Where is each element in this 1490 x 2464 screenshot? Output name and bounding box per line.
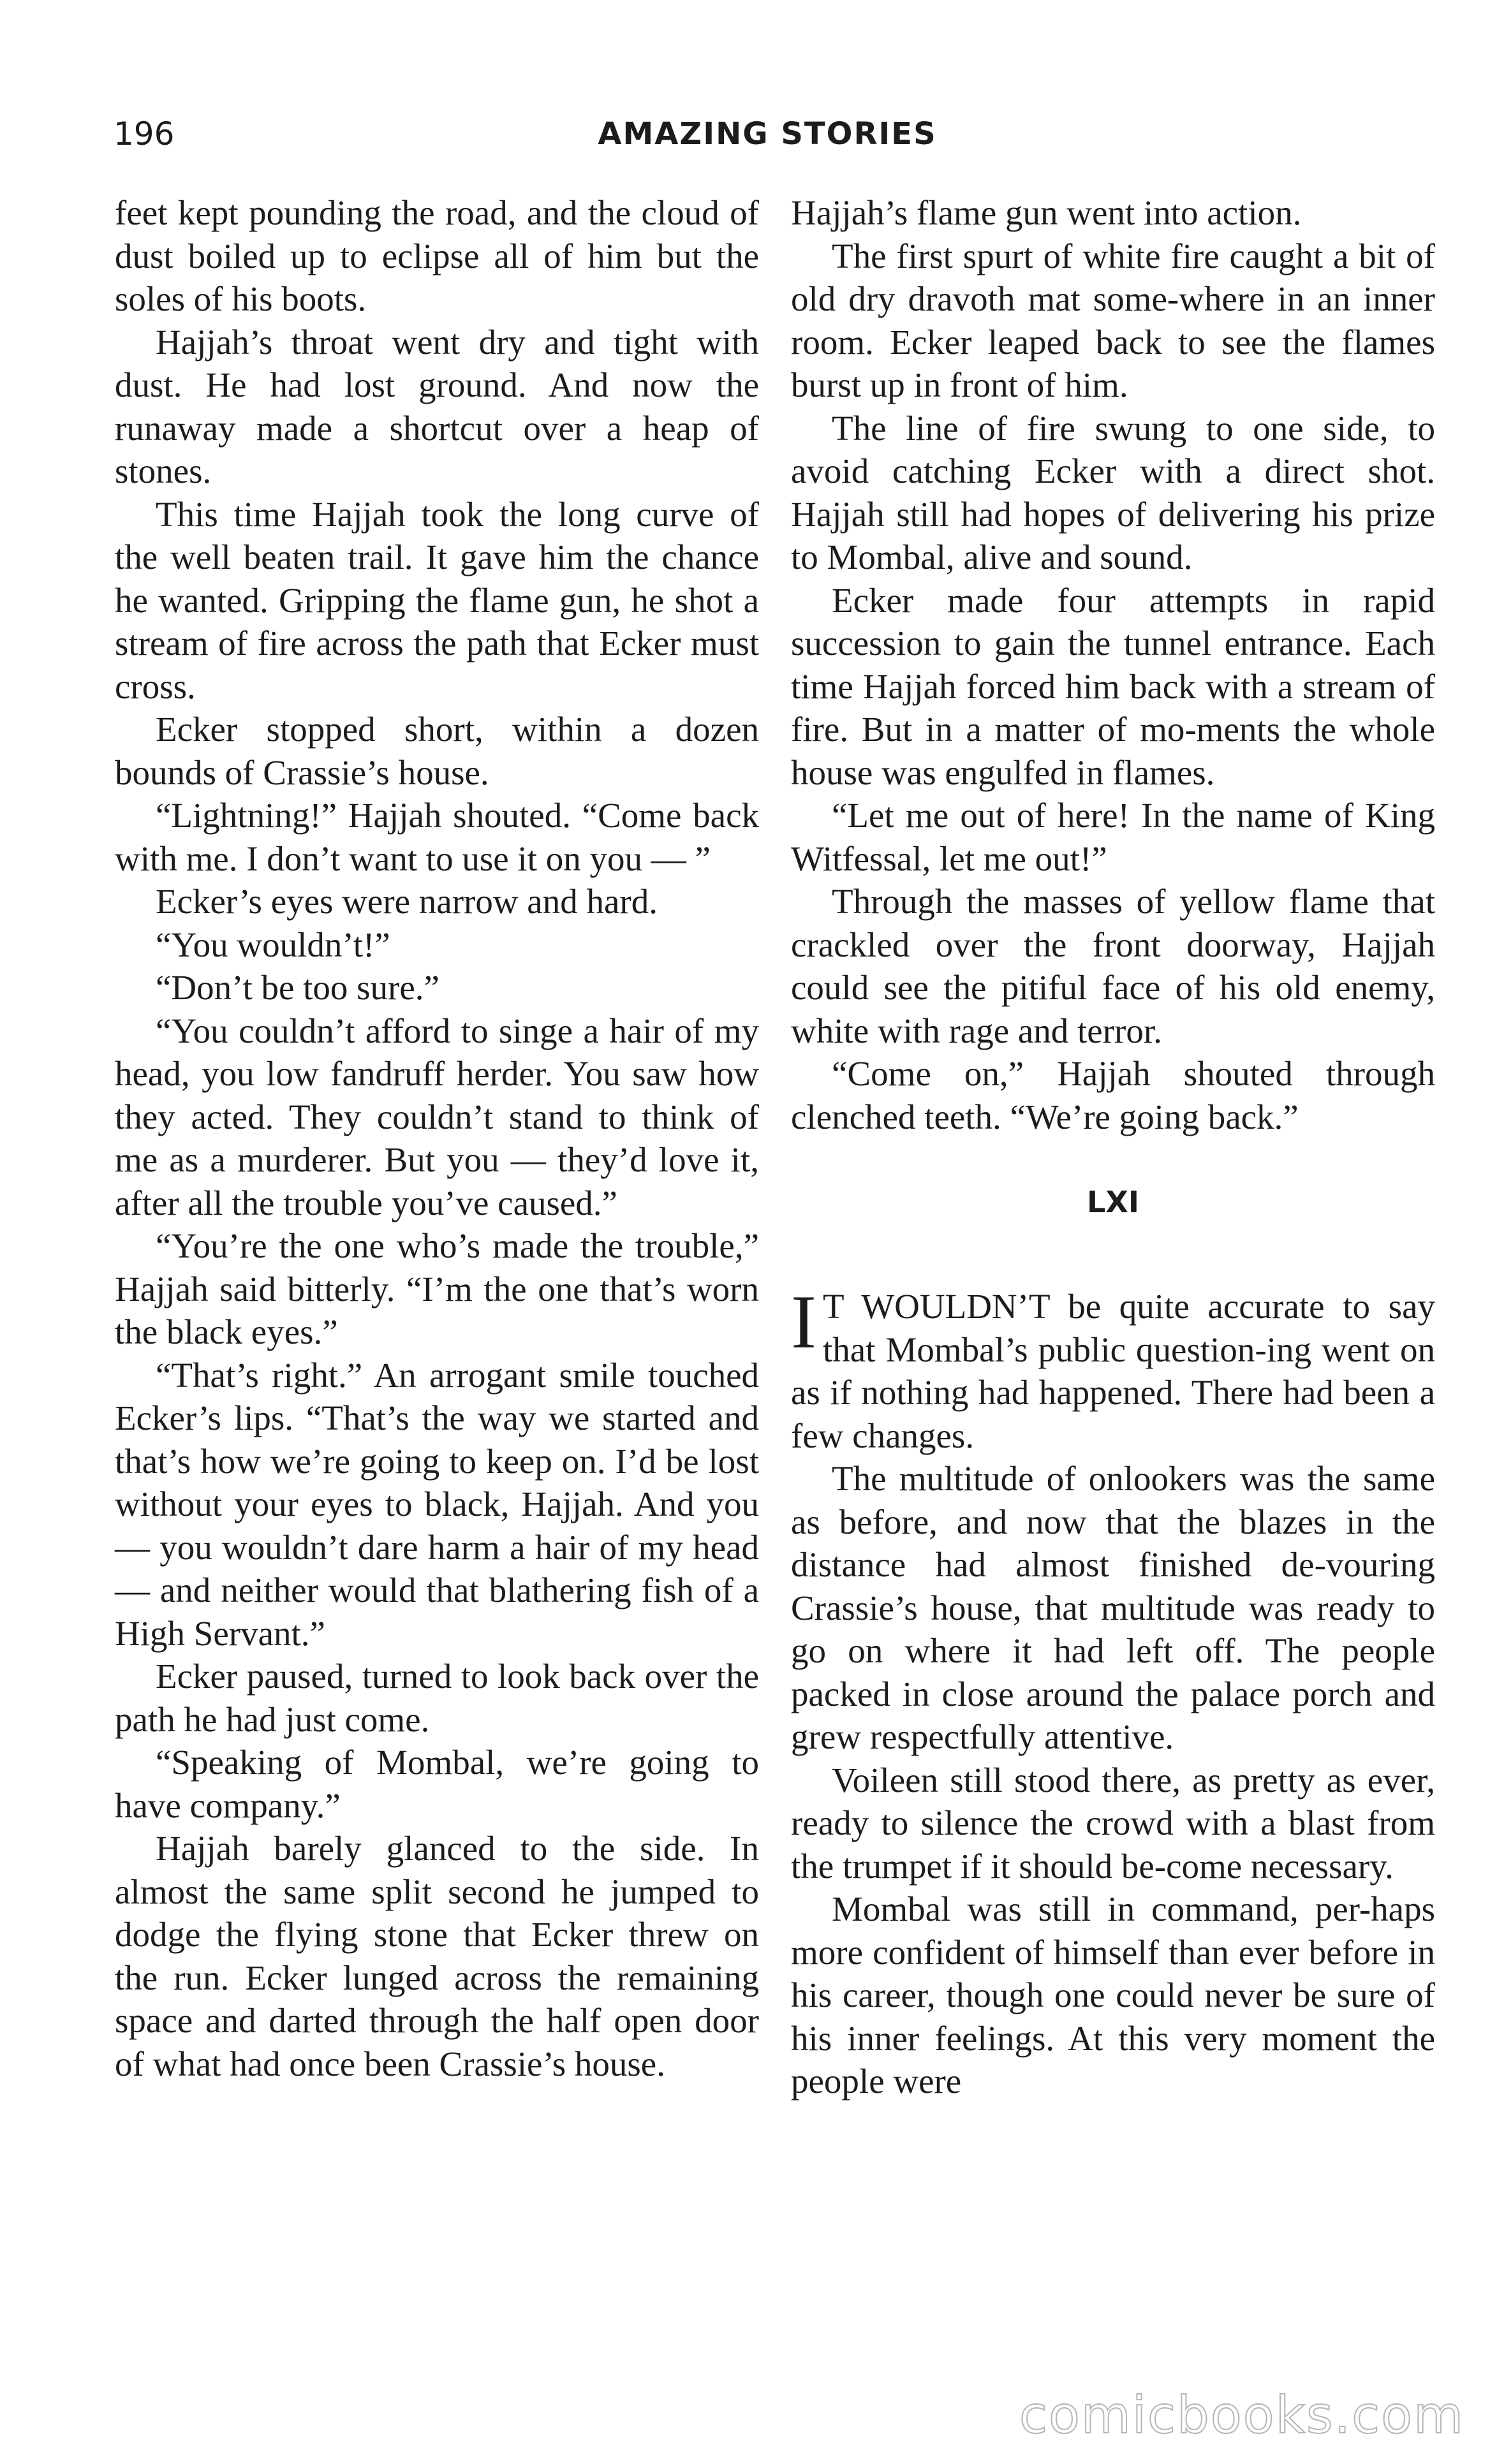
paragraph: Ecker’s eyes were narrow and hard.	[156, 882, 658, 921]
paragraph: Hajjah’s flame gun went into action.	[791, 193, 1302, 232]
paragraph: Ecker made four attempts in rapid succession to gain the tunnel entrance. Each time Hajjah forced him back with a stream of fire. But in a matter of mo-ments the whole house was engulfed in flames.	[791, 580, 1435, 792]
paragraph: Through the masses of yellow flame that crackled over the front doorway, Hajjah could see the pitiful face of his old enemy, white with rage and terror.	[791, 882, 1435, 1050]
paragraph: The multitude of onlookers was the same as before, and now that the blazes in the distance had almost finished de-vouring Crassie’s house, that multitude was ready to go on where it had left off. The people packed in close around the palace porch and grew respectfully attentive.	[791, 1459, 1435, 1756]
paragraph: “Don’t be too sure.”	[156, 968, 439, 1007]
chapter-heading: LXI	[1087, 1185, 1139, 1219]
page-header	[114, 108, 1421, 159]
paragraph: “That’s right.” An arrogant smile touched Ecker’s lips. “That’s the way we started and that’s how we’re going to keep on. I’d be lost without your eyes to black, Hajjah. And you — you wouldn’t dare harm a hair of my head — and neither would that blathering fish of a High Servant.”	[115, 1355, 759, 1653]
paragraph: “You wouldn’t!”	[156, 925, 390, 964]
paragraph: Mombal was still in command, per-haps more confident of himself than ever before in his career, though one could never be sure of his inner feelings. At this very moment the people were	[791, 1889, 1435, 2101]
paragraph: Hajjah barely glanced to the side. In almost the same split second he jumped to dodge the flying stone that Ecker threw on the run. Ecker lunged across the remaining space and darted through the half open door of what had once been Crassie’s house.	[115, 1829, 759, 2083]
page-number: 196	[114, 115, 175, 152]
paragraph: “You’re the one who’s made the trouble,” Hajjah said bitterly. “I’m the one that’s worn the black eyes.”	[115, 1226, 759, 1351]
paragraph: “Lightning!” Hajjah shouted. “Come back with me. I don’t want to use it on you — ”	[115, 796, 759, 878]
opening-text: T WOULDN’T be quite accurate to say that Mombal’s public question-ing went on as if nothing had happened. There had been a few changes.	[791, 1287, 1435, 1455]
paragraph: Ecker stopped short, within a dozen bounds of Crassie’s house.	[115, 710, 759, 792]
drop-cap: I	[791, 1279, 816, 1364]
paragraph: This time Hajjah took the long curve of the well beaten trail. It gave him the chance he wanted. Gripping the flame gun, he shot a stream of fire across the path that Ecker must cross.	[115, 494, 759, 706]
site-watermark: comicbooks.com	[1019, 2386, 1464, 2445]
paragraph: Hajjah’s throat went dry and tight with dust. He had lost ground. And now the runaway made a shortcut over a heap of stones.	[115, 322, 759, 490]
right-column	[791, 191, 1435, 2103]
left-column	[115, 191, 759, 2085]
paragraph: Ecker paused, turned to look back over the path he had just come.	[115, 1657, 759, 1739]
running-head-title: AMAZING STORIES	[598, 116, 937, 152]
paragraph: “Let me out of here! In the name of King Witfessal, let me out!”	[791, 796, 1435, 878]
paragraph: “Speaking of Mombal, we’re going to have company.”	[115, 1743, 759, 1825]
paragraph: “Come on,” Hajjah shouted through clenched teeth. “We’re going back.”	[791, 1054, 1435, 1136]
paragraph: “You couldn’t afford to singe a hair of my head, you low fandruff herder. You saw how they acted. They couldn’t stand to think of me as a murderer. But you — they’d love it, after all the trouble you’ve caused.”	[115, 1011, 759, 1222]
paragraph: Voileen still stood there, as pretty as ever, ready to silence the crowd with a blast from the trumpet if it should be-come necessary.	[791, 1760, 1435, 1886]
paragraph: feet kept pounding the road, and the cloud of dust boiled up to eclipse all of him but the soles of his boots.	[115, 193, 759, 318]
chapter-opening-paragraph	[791, 1279, 1435, 1457]
paragraph: The line of fire swung to one side, to avoid catching Ecker with a direct shot. Hajjah still had hopes of delivering his prize to Mombal, alive and sound.	[791, 408, 1435, 576]
paragraph: The first spurt of white fire caught a bit of old dry dravoth mat some-where in an inner room. Ecker leaped back to see the flames burst up in front of him.	[791, 236, 1435, 404]
